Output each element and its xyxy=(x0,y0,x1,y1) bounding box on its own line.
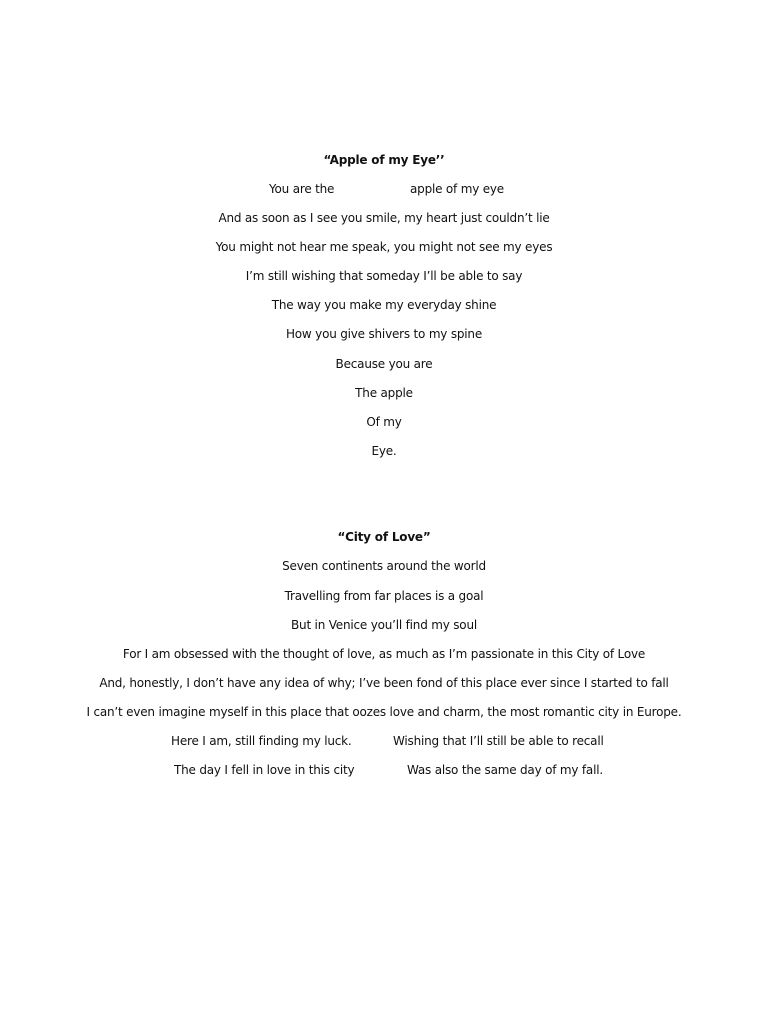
poem-line: For I am obsessed with the thought of love, as much as I’m passionate in this City of Love xyxy=(122,647,646,661)
poem-title: “City of Love” xyxy=(337,530,431,544)
poem-line: How you give shivers to my spine xyxy=(285,327,483,341)
poem-line: Of my xyxy=(366,415,402,429)
poem-line: And, honestly, I don’t have any idea of why; I’ve been fond of this place ever since I started to fall xyxy=(99,676,669,690)
poem-line: Here I am, still finding my luck. xyxy=(171,734,352,748)
poem-line: apple of my eye xyxy=(410,182,504,196)
poem-line: You are the xyxy=(269,182,335,196)
poem-line: Eye. xyxy=(371,444,397,458)
poem-line: I’m still wishing that someday I’ll be able to say xyxy=(245,269,523,283)
poem-line: And as soon as I see you smile, my heart just couldn’t lie xyxy=(218,211,550,225)
poem-line: You might not hear me speak, you might not see my eyes xyxy=(215,240,553,254)
poem-line: Travelling from far places is a goal xyxy=(284,589,484,603)
poem-line: Wishing that I’ll still be able to recall xyxy=(393,734,604,748)
poem-line: The apple xyxy=(355,386,413,400)
poem-line: I can’t even imagine myself in this place that oozes love and charm, the most romantic city in Europe. xyxy=(86,705,682,719)
poem-line: Seven continents around the world xyxy=(282,559,486,573)
poem-title: “Apple of my Eye’’ xyxy=(323,153,445,167)
poem-line: Because you are xyxy=(335,357,433,371)
poem-line: The way you make my everyday shine xyxy=(271,298,497,312)
poem-line: The day I fell in love in this city xyxy=(174,763,355,777)
poem-line: Was also the same day of my fall. xyxy=(407,763,603,777)
poem-line: But in Venice you’ll find my soul xyxy=(291,618,477,632)
